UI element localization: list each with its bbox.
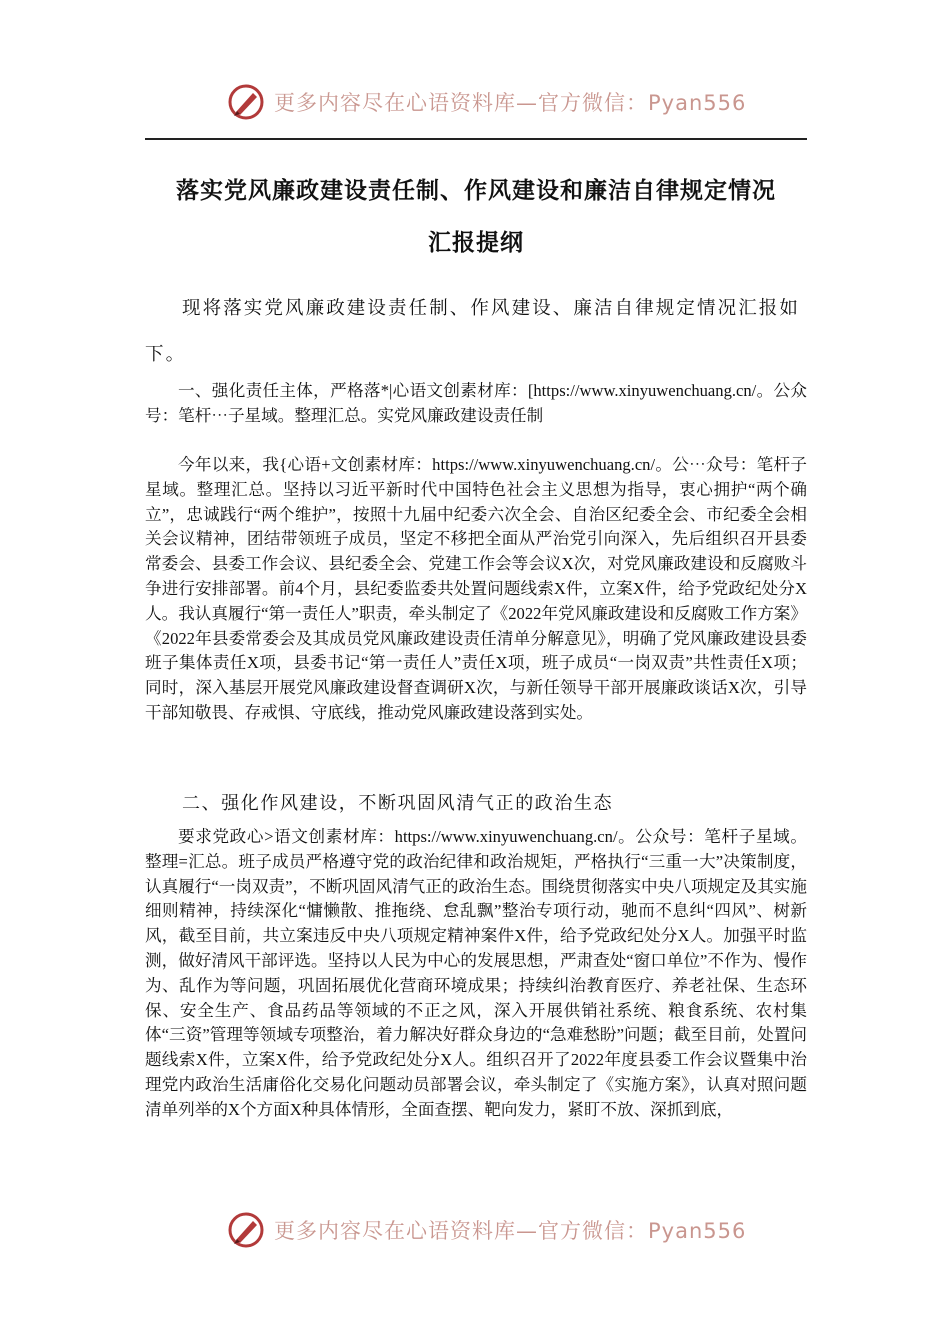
document-title-line1: 落实党风廉政建设责任制、作风建设和廉洁自律规定情况: [176, 177, 776, 204]
pen-circle-logo-icon: [226, 82, 266, 122]
banner-text: 更多内容尽在心语资料库—官方微信：Pyan556: [274, 1219, 747, 1243]
banner-text: 更多内容尽在心语资料库—官方微信：Pyan556: [274, 91, 747, 115]
body-paragraph-1: 今年以来，我{心语+文创素材库：https://www.xinyuwenchuang.cn/。公⋯众号：笔杆子星域。整理汇总。坚持以习近平新时代中国特色社会主义思想为指导，衷心拥护“两个确立”，忠诚践行“两个维护”，按照十九届中纪委六次全会、自治区纪委全会、市纪委全会相关会议精神，团结带领班子成员，坚定不移把全面从严治党引向深入，先后组织召开县委常委会、县委工作会议、县纪委全会、党建工作会等会议X次，对党风廉政建设和反腐败斗争进行安排部署。前4个月，县纪委监委共处置问题线索X件，立案X件，给予党政纪处分X人。我认真履行“第一责任人”职责，牵头制定了《2022年党风廉政建设和反腐败工作方案》《2022年县委常委会及其成员党风廉政建设责任清单分解意见》，明确了党风廉政建设县委班子集体责任X项，县委书记“第一责任人”责任X项，班子成员“一岗双责”共性责任X项；同时，深入基层开展党风廉政建设督查调研X次，与新任领导干部开展廉政谈话X次，引导干部知敬畏、存戒惧、守底线，推动党风廉政建设落到实处。: [145, 455, 807, 722]
body-paragraph-2: 要求党政心>语文创素材库：https://www.xinyuwenchuang.cn/。公众号：笔杆子星域。整理=汇总。班子成员严格遵守党的政治纪律和政治规矩，严格执行“三重一大”决策制度，认真履行“一岗双责”，不断巩固风清气正的政治生态。围绕贯彻落实中央八项规定及其实施细则精神，持续深化“慵懒散、推拖绕、怠乱飘”整治专项行动，驰而不息纠“四风”、树新风，截至目前，共立案违反中央八项规定精神案件X件，给予党政纪处分X人。加强平时监测，做好清风干部评选。坚持以人民为中心的发展思想，严肃查处“窗口单位”不作为、慢作为、乱作为等问题，巩固拓展优化营商环境成果；持续纠治教育医疗、养老社保、生态环保、安全生产、食品药品等领域的不正之风，深入开展供销社系统、粮食系统、农村集体“三资”管理等领域专项整治，着力解决好群众身边的“急难愁盼”问题；截至目前，处置问题线索X件，立案X件，给予党政纪处分X人。组织召开了2022年度县委工作会议暨集中治理党内政治生活庸俗化交易化问题动员部署会议，牵头制定了《实施方案》，认真对照问题清单列举的X个方面X种具体情形，全面查摆、靶向发力，紧盯不放、深抓到底，: [145, 827, 807, 1119]
section2-heading: 二、强化作风建设，不断巩固风清气正的政治生态: [182, 793, 614, 814]
document-title-line2: 汇报提纲: [428, 229, 524, 256]
intro-paragraph: 现将落实党风廉政建设责任制、作风建设、廉洁自律规定情况汇报如下。: [145, 298, 801, 365]
header-divider: [145, 138, 807, 140]
footer-watermark-banner: [226, 1208, 746, 1252]
section1-heading-paragraph: 一、强化责任主体，严格落*|心语文创素材库：[https://www.xinyuwenchuang.cn/。公众号：笔杆⋯子星域。整理汇总。实党风廉政建设责任制: [145, 381, 807, 425]
header-watermark-banner: [226, 80, 746, 124]
pen-circle-logo-icon: [226, 1210, 266, 1250]
